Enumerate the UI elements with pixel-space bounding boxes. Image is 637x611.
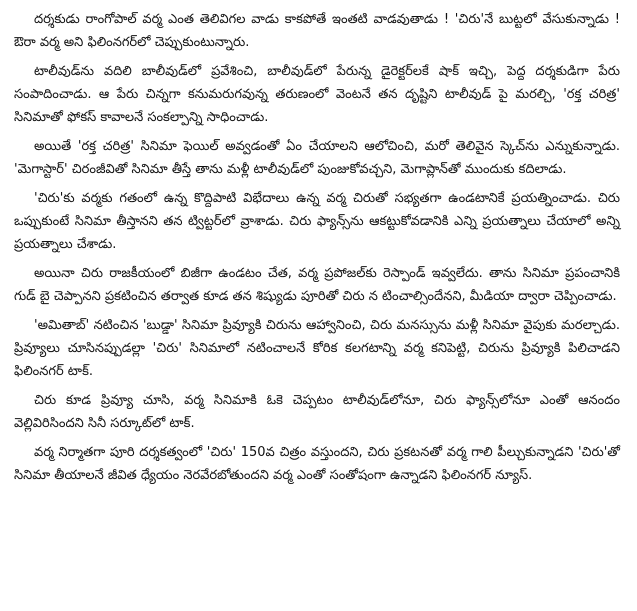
news-article bbox=[14, 8, 620, 493]
article-paragraph: అయినా చిరు రాజకీయంలో బిజీగా ఉండటం చేత, వర్మ ప్రపోజల్‌కు రెస్పాండ్ ఇవ్వలేదు. తాను సినిమా ప్రపంచానికి గుడ్ బై చెప్పానని ప్రకటించిన తర్వాత కూడ తన శిష్యుడు పూరితో చిరు న టించాల్సిందేనని, మీడియా ద్వారా చెప్పించాడు. bbox=[14, 266, 620, 304]
article-paragraph: చిరు కూడ ప్రివ్యూ చూసి, వర్మ సినిమాకి ఓకె చెప్పటం టాలీవుడ్‌లోనూ, చిరు ఫ్యాన్స్‌లోనూ ఎంతో ఆనందం వెల్లివిరిసిందని సినీ సర్కూట్‌లో టాక్. bbox=[14, 393, 620, 431]
article-paragraph: టాలీవుడ్‌ను వదిలి బాలీవుడ్‌లో ప్రవేశించి, బాలీవుడ్‌లో పేరున్న డైరెక్టర్‌లకే షాక్ ఇచ్చి, పెద్ద దర్శకుడిగా పేరు సంపాదించాడు. ఆ పేరు చిన్నగా కనుమరుగవున్న తరుణంలో వెంటనే తన దృష్టిని టాలీవుడ్ పై మరల్చి, 'రక్త చరిత్ర' సినిమాతో ఫోకస్ కావాలనే సంకల్పాన్ని సాధించాడు. bbox=[14, 64, 620, 125]
article-paragraph: 'అమితాబ్' నటించిన 'బుడ్డా' సినిమా ప్రివ్యూకి చిరును ఆహ్వానించి, చిరు మనస్సును మళ్లీ సినిమా వైపుకు మరల్చాడు. ప్రివ్యూలు చూసినప్పుడల్లా 'చిరు' సినిమాలో నటించాలనే కోరిక కలగటాన్ని వర్మ కనిపెట్టి, చిరును ప్రివ్యూకి పిలిచాడని ఫిలింనగర్ టాక్. bbox=[14, 318, 620, 379]
article-paragraph: 'చిరు'కు వర్మకు గతంలో ఉన్న కొద్దిపాటి విభేదాలు ఉన్న వర్మ చిరుతో సభ్యతగా ఉండటానికే ప్రయత్నించాడు. చిరు ఒప్పుకుంటే సినిమా తీస్తానని తన ట్విట్టర్‌లో వ్రాశాడు. చిరు ఫ్యాన్స్‌ను ఆకట్టుకోవడానికి ఎన్ని ప్రయత్నాలు చేయాలో అన్ని ప్రయత్నాలు చేశాడు. bbox=[14, 191, 620, 252]
article-paragraph: వర్మ నిర్మాతగా పూరి దర్శకత్వంలో 'చిరు' 150వ చిత్రం వస్తుందని, చిరు ప్రకటనతో వర్మ గాలి పీల్చుకున్నాడని 'చిరు'తో సినిమా తీయాలనే జీవిత ధ్యేయం నెరవేరబోతుందని వర్మ ఎంతో సంతోషంగా ఉన్నాడని ఫిలింనగర్ న్యూస్. bbox=[14, 445, 620, 483]
article-paragraph: దర్శకుడు రాంగోపాల్ వర్మ ఎంత తెలివిగల వాడు కాకపోతే ఇంతటి వాడవుతాడు ! 'చిరు'నే బుట్టలో వేసుకున్నాడు ! ఔరా వర్మ అని ఫిలింనగర్‌లో చెప్పుకుంటున్నారు. bbox=[14, 12, 620, 50]
article-paragraph: అయితే 'రక్త చరిత్ర' సినిమా ఫెయిల్ అవ్వడంతో ఏం చేయాలని ఆలోచించి, మరో తెలివైన స్కెచ్‌ను ఎన్నుకున్నాడు. 'మెగాస్టార్' చిరంజీవితో సినిమా తీస్తే తాను మళ్లీ టాలీవుడ్‌లో పుంజుకోవచ్చని, మెగాప్లాన్‌తో ముందుకు కదిలాడు. bbox=[14, 139, 620, 177]
